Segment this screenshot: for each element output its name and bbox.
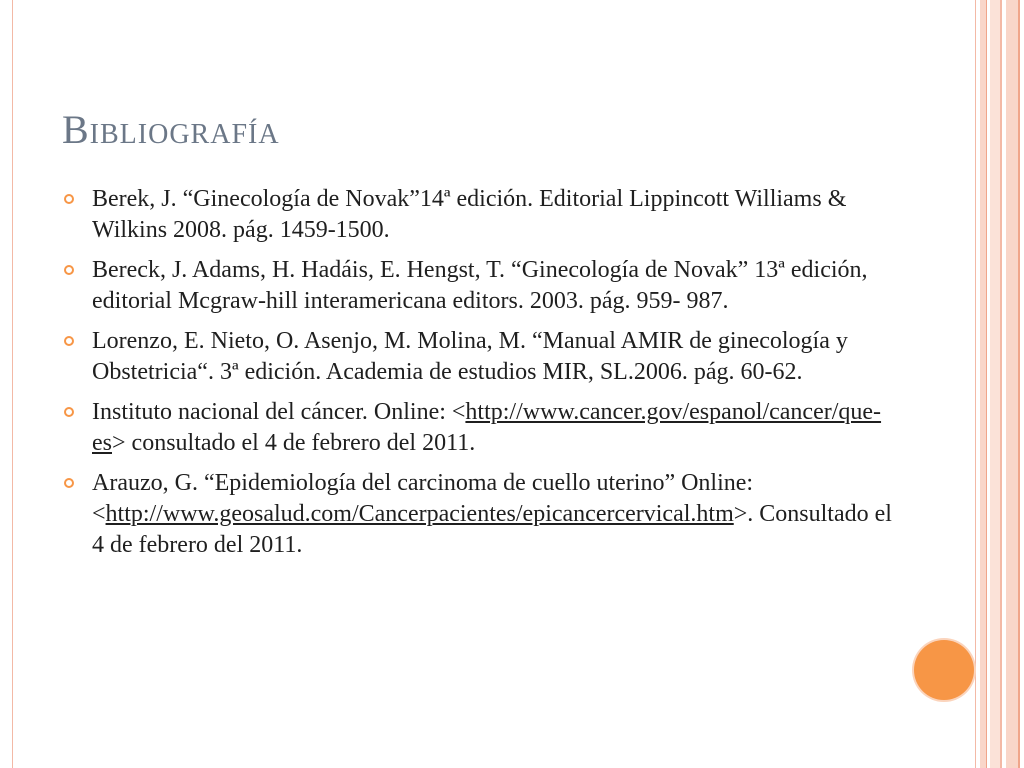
reference-text-post: >. Consultado el 4 de febrero del 2011. — [92, 501, 892, 558]
decor-stripe — [1018, 0, 1020, 768]
reference-text-pre: Instituto nacional del cáncer. Online: < — [92, 399, 466, 425]
reference-item — [62, 468, 892, 561]
reference-item — [62, 255, 892, 317]
slide-title: Bibliografía — [62, 107, 280, 152]
reference-text-post: > consultado el 4 de febrero del 2011. — [112, 430, 476, 456]
decor-stripe — [986, 0, 987, 768]
decor-circle — [914, 640, 974, 700]
bullet-icon — [64, 194, 74, 204]
bullet-icon — [64, 478, 74, 488]
reference-text: Lorenzo, E. Nieto, O. Asenjo, M. Molina, M. “Manual AMIR de ginecología y Obstetricia“. 3ª edición. Academia de estudios MIR, SL.2006. pág. 60-62. — [92, 328, 848, 385]
left-border-line — [12, 0, 13, 768]
bullet-icon — [64, 336, 74, 346]
reference-item — [62, 184, 892, 246]
bullet-icon — [64, 407, 74, 417]
reference-link[interactable]: http://www.geosalud.com/Cancerpacientes/epicancercervical.htm — [105, 501, 734, 527]
reference-text: Berek, J. “Ginecología de Novak”14ª edición. Editorial Lippincott Williams & Wilkins 2008. pág. 1459-1500. — [92, 186, 847, 243]
reference-link[interactable]: http://www.cancer.gov/espanol/cancer/que-es — [92, 399, 882, 456]
reference-list — [62, 184, 892, 570]
decor-stripe — [1006, 0, 1018, 768]
reference-text-pre: Arauzo, G. “Epidemiología del carcinoma de cuello uterino” Online: < — [92, 470, 754, 527]
reference-text: Bereck, J. Adams, H. Hadáis, E. Hengst, T. “Ginecología de Novak” 13ª edición, editorial Mcgraw-hill interamericana editors. 2003. pág. 959- 987. — [92, 257, 868, 314]
reference-item — [62, 326, 892, 388]
decor-stripe — [1000, 0, 1002, 768]
reference-item — [62, 397, 892, 459]
bullet-icon — [64, 265, 74, 275]
decor-stripe — [990, 0, 1000, 768]
decor-stripe — [975, 0, 976, 768]
